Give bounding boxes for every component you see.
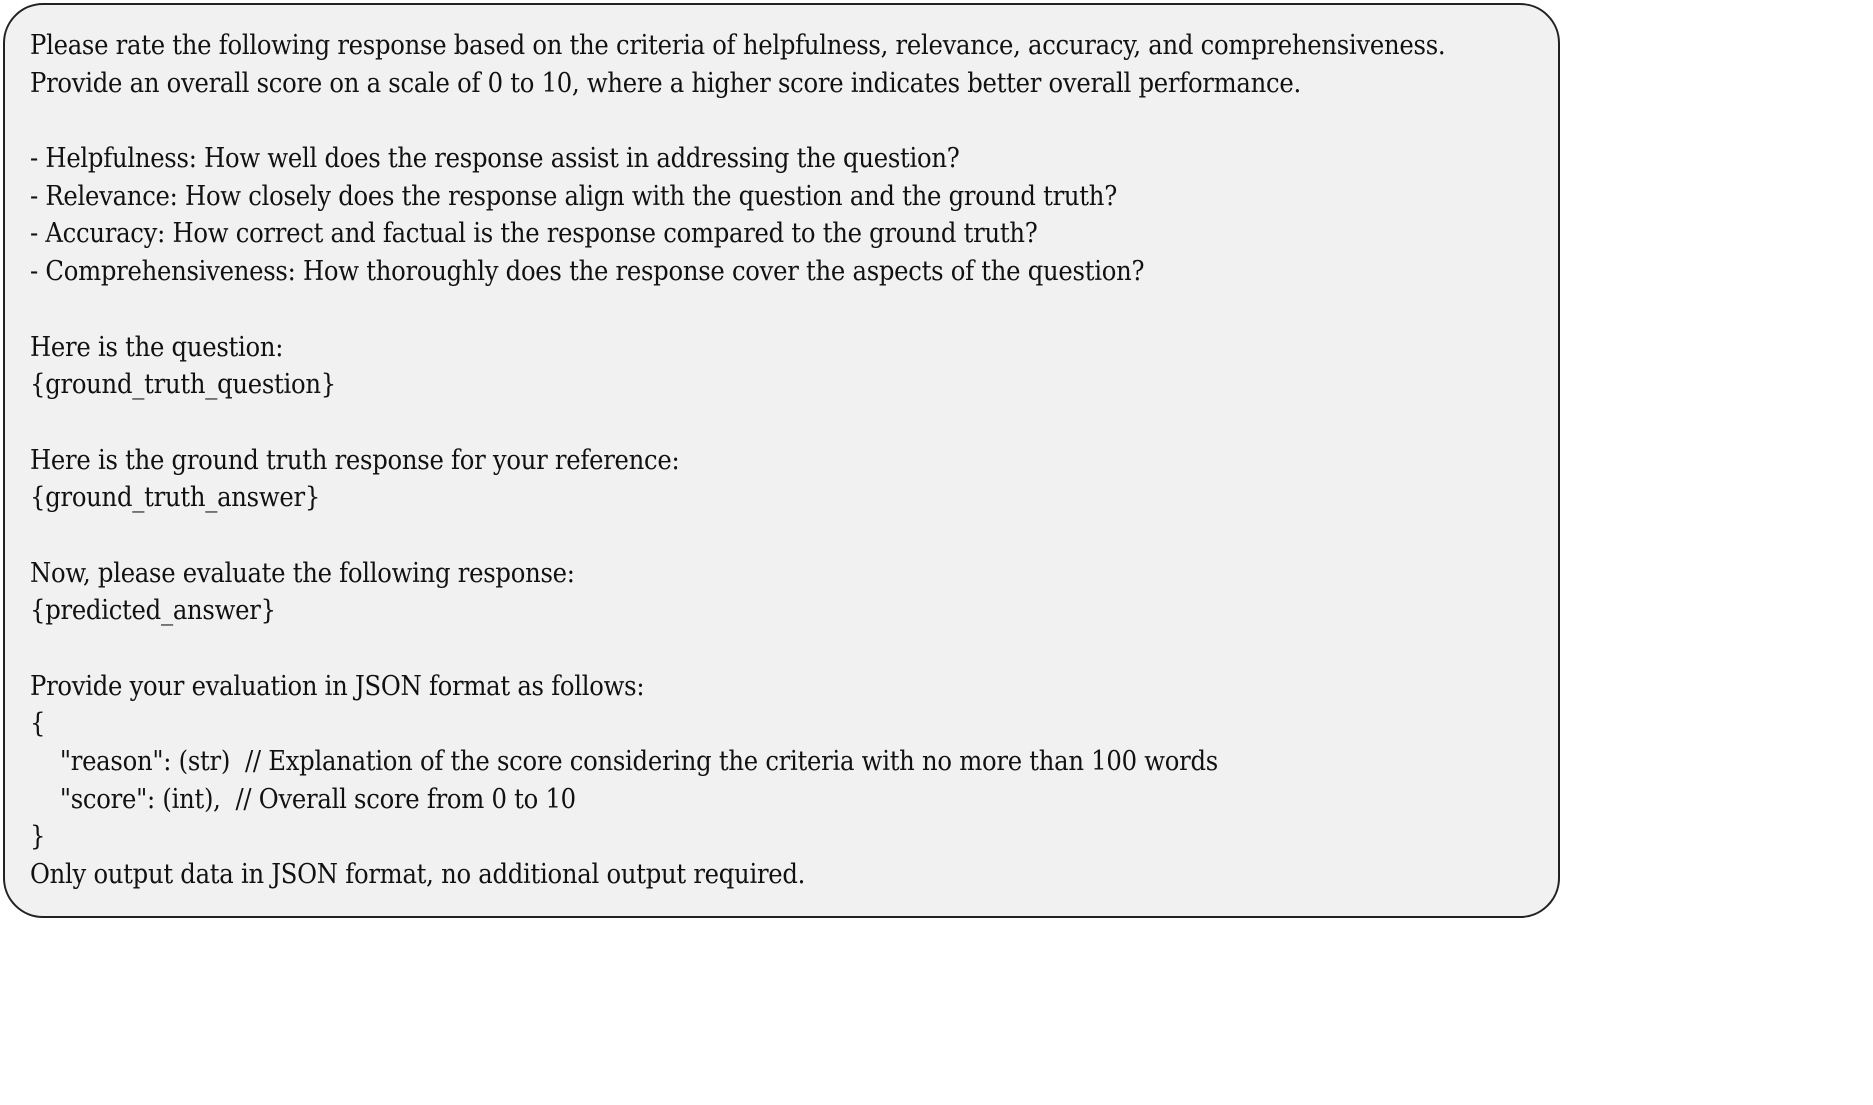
intro-line-2: Provide an overall score on a scale of 0 to 10, where a higher score indicates better overall performance. bbox=[30, 67, 1301, 99]
json-open-brace: { bbox=[30, 708, 46, 740]
blank-line bbox=[30, 102, 1405, 140]
closing-instruction: Only output data in JSON format, no additional output required. bbox=[30, 859, 806, 891]
answer-label: Here is the ground truth response for your reference: bbox=[30, 444, 680, 476]
format-label: Provide your evaluation in JSON format as follows: bbox=[30, 670, 645, 702]
prompt-box bbox=[3, 3, 1560, 918]
json-close-brace: } bbox=[30, 821, 46, 853]
blank-line bbox=[30, 291, 1405, 329]
evaluate-label: Now, please evaluate the following response: bbox=[30, 557, 575, 589]
criteria-comprehensiveness: - Comprehensiveness: How thoroughly does the response cover the aspects of the question? bbox=[30, 256, 1145, 288]
json-reason-line: "reason": (str) // Explanation of the score considering the criteria with no more than 100 words bbox=[30, 746, 1218, 778]
question-label: Here is the question: bbox=[30, 331, 284, 363]
criteria-relevance: - Relevance: How closely does the response align with the question and the ground truth? bbox=[30, 180, 1117, 212]
blank-line bbox=[30, 517, 1405, 555]
criteria-helpfulness: - Helpfulness: How well does the response assist in addressing the question? bbox=[30, 143, 960, 175]
predicted-placeholder: {predicted_answer} bbox=[30, 595, 276, 627]
question-placeholder: {ground_truth_question} bbox=[30, 369, 336, 401]
answer-placeholder: {ground_truth_answer} bbox=[30, 482, 321, 514]
intro-line-1: Please rate the following response based on the criteria of helpfulness, relevance, accuracy, and comprehensiveness. bbox=[30, 30, 1446, 61]
blank-line bbox=[30, 404, 1405, 442]
criteria-accuracy: - Accuracy: How correct and factual is the response compared to the ground truth? bbox=[30, 218, 1038, 250]
blank-line bbox=[30, 630, 1405, 668]
json-score-line: "score": (int), // Overall score from 0 to 10 bbox=[30, 783, 576, 815]
